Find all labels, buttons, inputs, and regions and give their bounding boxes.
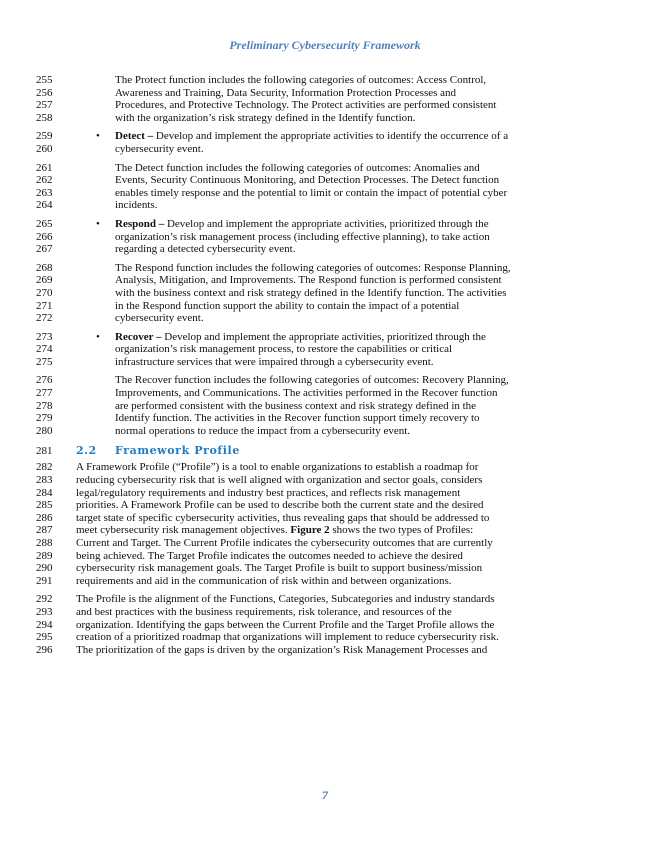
text-line: [0, 499, 650, 512]
section-heading: [0, 443, 650, 458]
text-line: [0, 356, 650, 369]
line-text: regarding a detected cybersecurity event.: [115, 243, 296, 256]
text-line: [0, 461, 650, 474]
line-number: 294: [36, 618, 53, 631]
line-number: 261: [36, 161, 53, 174]
line-number: 287: [36, 524, 53, 537]
line-text: [115, 331, 486, 344]
line-text-end: shows the two types of Profiles:: [329, 524, 474, 537]
line-text: The prioritization of the gaps is driven by the organization’s Risk Management Processes and: [76, 643, 488, 656]
line-number: 256: [36, 86, 53, 99]
text-line: [0, 87, 650, 100]
line-text: cybersecurity risk management goals. The Target Profile is built to support business/mission: [76, 562, 483, 575]
line-text: The Detect function includes the following categories of outcomes: Anomalies and: [115, 161, 480, 174]
line-text: incidents.: [115, 199, 158, 212]
text-line: [0, 162, 650, 175]
line-text: The Respond function includes the following categories of outcomes: Response Planning,: [115, 261, 511, 274]
line-number: 282: [36, 461, 53, 474]
line-number: 275: [36, 355, 53, 368]
text-line: [0, 187, 650, 200]
line-number: 283: [36, 474, 53, 487]
section-title: Framework Profile: [115, 444, 240, 458]
line-number: 286: [36, 511, 53, 524]
text-line: [0, 262, 650, 275]
line-number: 265: [36, 217, 53, 230]
line-text: The Recover function includes the following categories of outcomes: Recovery Planning,: [115, 374, 509, 387]
line-number: 259: [36, 130, 53, 143]
line-text: in the Respond function support the ability to contain the impact of a potential: [115, 299, 460, 312]
line-text: Current and Target. The Current Profile indicates the cybersecurity outcomes that are currently: [76, 537, 493, 549]
line-text: Events, Security Continuous Monitoring, and Detection Processes. The Detect function: [115, 174, 500, 187]
indented-paragraph: [0, 374, 650, 437]
line-number: 289: [36, 549, 53, 562]
line-text: Analysis, Mitigation, and Improvements. The Respond function is performed consistent: [115, 274, 502, 287]
line-number: 269: [36, 274, 53, 287]
line-text: with the organization’s risk strategy defined in the Identify function.: [115, 111, 416, 124]
line-text: Procedures, and Protective Technology. The Protect activities are performed consistent: [115, 99, 497, 112]
line-number: 260: [36, 142, 53, 155]
text-line: [0, 562, 650, 575]
line-number: 272: [36, 312, 53, 325]
text-line: [0, 631, 650, 644]
bullet-item: [0, 218, 650, 256]
line-number: 257: [36, 99, 53, 112]
line-number: 288: [36, 537, 53, 549]
line-text: being achieved. The Target Profile indicates the outcomes needed to achieve the desired: [76, 549, 463, 562]
text-line: [0, 593, 650, 606]
text-line: [0, 218, 650, 231]
bullet-icon: •: [96, 330, 100, 343]
line-number: 274: [36, 343, 53, 356]
line-number: 277: [36, 387, 53, 400]
text-line: [0, 425, 650, 438]
function-name: Detect –: [115, 130, 154, 143]
indented-paragraph: [0, 162, 650, 212]
document-body: [0, 74, 650, 662]
line-number: 290: [36, 562, 53, 575]
text-line: [0, 143, 650, 156]
line-number: 296: [36, 643, 53, 656]
line-text: Improvements, and Communications. The activities performed in the Recover function: [115, 387, 498, 400]
figure-reference: Figure 2: [290, 524, 330, 537]
text-line: [0, 487, 650, 500]
text-line: [0, 644, 650, 657]
line-text: A Framework Profile (“Profile”) is a tool to enable organizations to establish a roadmap for: [76, 461, 479, 474]
text-line: [0, 243, 650, 256]
line-number: 281: [36, 445, 53, 458]
body-paragraph: [0, 593, 650, 656]
line-number: 279: [36, 412, 53, 425]
text-line: [0, 331, 650, 344]
line-number: 268: [36, 261, 53, 274]
text-line: [0, 112, 650, 125]
page-number: 7: [322, 788, 328, 802]
line-number: 266: [36, 230, 53, 243]
bullet-item: [0, 130, 650, 155]
text-line: [0, 300, 650, 313]
line-text: cybersecurity event.: [115, 312, 204, 325]
line-text: normal operations to reduce the impact from a cybersecurity event.: [115, 424, 411, 437]
text-line: [0, 387, 650, 400]
line-text: The Profile is the alignment of the Functions, Categories, Subcategories and industry standards: [76, 593, 495, 606]
text-line: [0, 231, 650, 244]
bullet-icon: •: [96, 130, 100, 143]
line-number: 278: [36, 399, 53, 412]
line-number: 292: [36, 593, 53, 606]
line-text: organization’s risk management process, to restore the capabilities or critical: [115, 343, 453, 356]
line-number: 263: [36, 186, 53, 199]
line-number: 262: [36, 174, 53, 187]
line-text: [115, 218, 489, 231]
text-line: [0, 312, 650, 325]
text-line: [0, 400, 650, 413]
text-line: [0, 374, 650, 387]
line-number: 273: [36, 330, 53, 343]
line-text-rest: Develop and implement the appropriate activities, prioritized through the: [161, 330, 486, 343]
line-text-rest: Develop and implement the appropriate activities, prioritized through the: [164, 217, 489, 230]
text-line: [0, 130, 650, 143]
text-line: [0, 550, 650, 563]
line-text: infrastructure services that were impaired through a cybersecurity event.: [115, 355, 434, 368]
text-line: [0, 412, 650, 425]
line-text: legal/regulatory requirements and industry best practices, and reflects risk management: [76, 486, 461, 499]
line-text: target state of specific cybersecurity activities, thus revealing gaps that should be addressed to: [76, 511, 490, 524]
section-number: 2.2: [76, 444, 97, 458]
line-number: 284: [36, 486, 53, 499]
text-line: [0, 575, 650, 588]
line-number: 264: [36, 199, 53, 212]
line-number: 267: [36, 243, 53, 256]
text-line: [0, 512, 650, 525]
text-line: [0, 199, 650, 212]
line-text: priorities. A Framework Profile can be used to describe both the current state and the desired: [76, 499, 484, 512]
line-number: 285: [36, 499, 53, 512]
text-line: [0, 174, 650, 187]
line-text: cybersecurity event.: [115, 142, 204, 155]
line-text: [76, 524, 473, 537]
indented-paragraph: [0, 74, 650, 124]
text-line: [0, 99, 650, 112]
line-number: 255: [36, 74, 53, 86]
line-text: requirements and aid in the communication of risk within and between organizations.: [76, 574, 452, 587]
line-text: The Protect function includes the following categories of outcomes: Access Control,: [115, 74, 487, 86]
line-number: 291: [36, 574, 53, 587]
line-text: organization’s risk management process (including effective planning), to take action: [115, 230, 490, 243]
bullet-item: [0, 331, 650, 369]
line-text: Awareness and Training, Data Security, Information Protection Processes and: [115, 86, 457, 99]
line-text: with the business context and risk strategy defined in the Identify function. The activities: [115, 286, 507, 299]
text-line: [0, 606, 650, 619]
text-line: [0, 74, 650, 87]
line-text-start: meet cybersecurity risk management objectives.: [76, 524, 291, 537]
line-text: and best practices with the business requirements, risk tolerance, and resources of the: [76, 605, 452, 618]
line-text: creation of a prioritized roadmap that organizations will implement to reduce cybersecurity risk.: [76, 631, 499, 644]
line-number: 258: [36, 111, 53, 124]
line-text: enables timely response and the potential to limit or contain the impact of potential cyber: [115, 186, 508, 199]
text-line: [0, 287, 650, 300]
bullet-icon: •: [96, 217, 100, 230]
text-line: [0, 274, 650, 287]
running-header: Preliminary Cybersecurity Framework: [229, 38, 421, 52]
text-line: [0, 619, 650, 632]
line-text: [115, 130, 508, 143]
line-number: 293: [36, 605, 53, 618]
line-text: are performed consistent with the business context and risk strategy defined in the: [115, 399, 477, 412]
line-text: reducing cybersecurity risk that is well aligned with organization and sector goals, considers: [76, 474, 483, 487]
text-line: [0, 537, 650, 550]
line-number: 271: [36, 299, 53, 312]
line-number: 280: [36, 424, 53, 437]
indented-paragraph: [0, 262, 650, 325]
text-line: [0, 343, 650, 356]
line-number: 295: [36, 631, 53, 644]
line-text-rest: Develop and implement the appropriate activities to identify the occurrence of a: [153, 130, 509, 143]
line-text: organization. Identifying the gaps between the Current Profile and the Target Profile allows the: [76, 618, 495, 631]
body-paragraph: [0, 461, 650, 587]
text-line: [0, 524, 650, 537]
text-line: [0, 474, 650, 487]
function-name: Recover –: [115, 330, 162, 343]
function-name: Respond –: [115, 217, 165, 230]
line-text: Identify function. The activities in the Recover function support timely recovery to: [115, 412, 480, 425]
line-number: 276: [36, 374, 53, 387]
line-number: 270: [36, 286, 53, 299]
